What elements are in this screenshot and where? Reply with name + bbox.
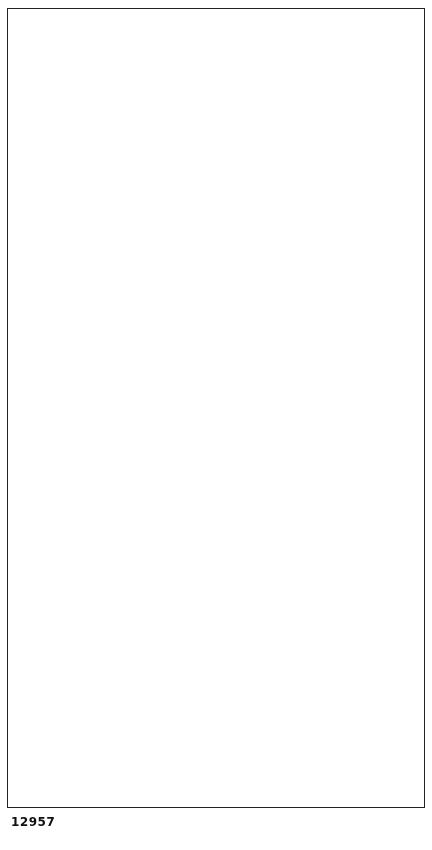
notice-id: 12957 xyxy=(11,815,56,829)
notice-footer xyxy=(7,808,425,836)
notice-body-box xyxy=(7,8,425,808)
